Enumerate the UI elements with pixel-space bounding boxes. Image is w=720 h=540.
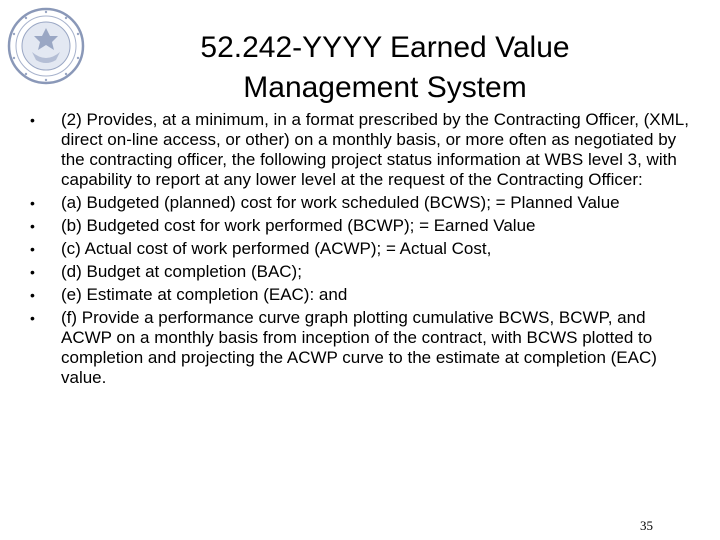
page-number: 35	[640, 518, 653, 533]
bullet-glyph: •	[30, 264, 35, 280]
bullet-glyph: •	[30, 195, 35, 211]
bullet-glyph: •	[30, 310, 35, 326]
bullet-item	[30, 193, 690, 213]
bullet-item	[30, 285, 690, 305]
bullet-text: (a) Budgeted (planned) cost for work scheduled (BCWS); = Planned Value	[61, 193, 620, 212]
bullet-text: (2) Provides, at a minimum, in a format prescribed by the Contracting Officer, (XML, direct on-line access, or other) on a monthly basis, or more often as negotiated by the contracting officer, the following project status information at WBS level 3, with capability to report at any lower level at the request of the Contracting Officer:	[61, 110, 689, 189]
bullet-text: (c) Actual cost of work performed (ACWP); = Actual Cost,	[61, 239, 492, 258]
bullet-glyph: •	[30, 241, 35, 257]
slide-title-line-1: 52.242-YYYY Earned Value	[200, 31, 570, 65]
bullet-item	[30, 308, 690, 388]
slide-title	[100, 28, 670, 108]
bullet-text: (e) Estimate at completion (EAC): and	[61, 285, 348, 304]
bullet-item	[30, 239, 690, 259]
bullet-glyph: •	[30, 112, 35, 128]
bullet-list	[30, 110, 690, 391]
agency-seal-icon	[6, 6, 86, 86]
bullet-text: (f) Provide a performance curve graph plotting cumulative BCWS, BCWP, and ACWP on a monthly basis from inception of the contract, with BCWS plotted to completion and projecting the ACWP curve to the estimate at completion (EAC) value.	[61, 308, 657, 387]
bullet-text: (d) Budget at completion (BAC);	[61, 262, 302, 281]
bullet-item	[30, 110, 690, 190]
bullet-glyph: •	[30, 218, 35, 234]
slide-title-line-2: Management System	[243, 71, 527, 105]
bullet-text: (b) Budgeted cost for work performed (BCWP); = Earned Value	[61, 216, 536, 235]
bullet-item	[30, 262, 690, 282]
bullet-item	[30, 216, 690, 236]
bullet-glyph: •	[30, 287, 35, 303]
